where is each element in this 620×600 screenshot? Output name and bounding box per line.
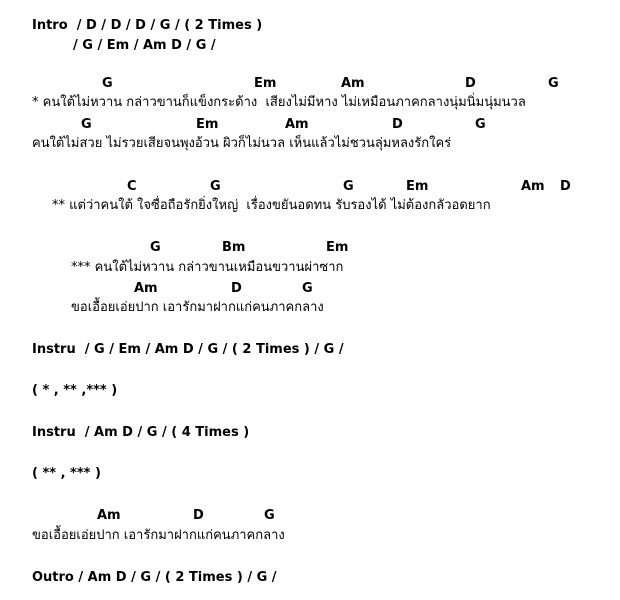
chord: G — [548, 76, 559, 91]
chord: Em — [254, 76, 277, 91]
chord: D — [560, 179, 571, 194]
intro-line-1: Intro / D / D / D / G / ( 2 Times ) — [32, 18, 263, 33]
chord: G — [475, 117, 486, 132]
chord: D — [231, 281, 242, 296]
chord: G — [302, 281, 313, 296]
chord: Bm — [222, 240, 246, 255]
chord: Em — [326, 240, 349, 255]
chord: G — [81, 117, 92, 132]
outro-line: Outro / Am D / G / ( 2 Times ) / G / — [32, 570, 277, 585]
chord: Am — [97, 508, 121, 523]
chord: G — [150, 240, 161, 255]
chord: D — [392, 117, 403, 132]
lyric-line: * คนใต้ไม่หวาน กล่าวขานก็แข็งกระด้าง เสียงไม่มีหาง ไม่เหมือนภาคกลางนุ่มนิ่มนุ่มนวล — [32, 95, 526, 110]
repeat-marker-2: ( ** , *** ) — [32, 466, 101, 481]
chord: G — [343, 179, 354, 194]
chord: Am — [285, 117, 309, 132]
chord: D — [465, 76, 476, 91]
lyric-line: *** คนใต้ไม่หวาน กล่าวขานเหมือนขวานผ่าซาก — [71, 260, 344, 275]
chord: Am — [521, 179, 545, 194]
chord: C — [127, 179, 137, 194]
intro-line-2: / G / Em / Am D / G / — [73, 38, 216, 53]
chord: Em — [196, 117, 219, 132]
repeat-marker-1: ( * , ** ,*** ) — [32, 383, 118, 398]
chord: Am — [134, 281, 158, 296]
lyric-line: ** แต่ว่าคนใต้ ใจซื่อถือรักยิ่งใหญ่ เรื่องขยันอดทน รับรองได้ ไม่ต้องกลัวอดยาก — [52, 198, 491, 213]
chord: G — [102, 76, 113, 91]
instrumental-line-1: Instru / G / Em / Am D / G / ( 2 Times ) / G / — [32, 342, 344, 357]
chord: Em — [406, 179, 429, 194]
chord: G — [210, 179, 221, 194]
chord: G — [264, 508, 275, 523]
instrumental-line-2: Instru / Am D / G / ( 4 Times ) — [32, 425, 250, 440]
lyric-line: ขอเอื้อยเอ่ยปาก เอารักมาฝากแก่คนภาคกลาง — [71, 300, 324, 315]
chord: Am — [341, 76, 365, 91]
lyric-line: คนใต้ไม่สวย ไม่รวยเสียจนพุงอ้วน ผิวก็ไม่นวล เห็นแล้วไม่ชวนลุ่มหลงรักใคร่ — [32, 136, 452, 151]
chord: D — [193, 508, 204, 523]
lyric-line: ขอเอื้อยเอ่ยปาก เอารักมาฝากแก่คนภาคกลาง — [32, 528, 285, 543]
